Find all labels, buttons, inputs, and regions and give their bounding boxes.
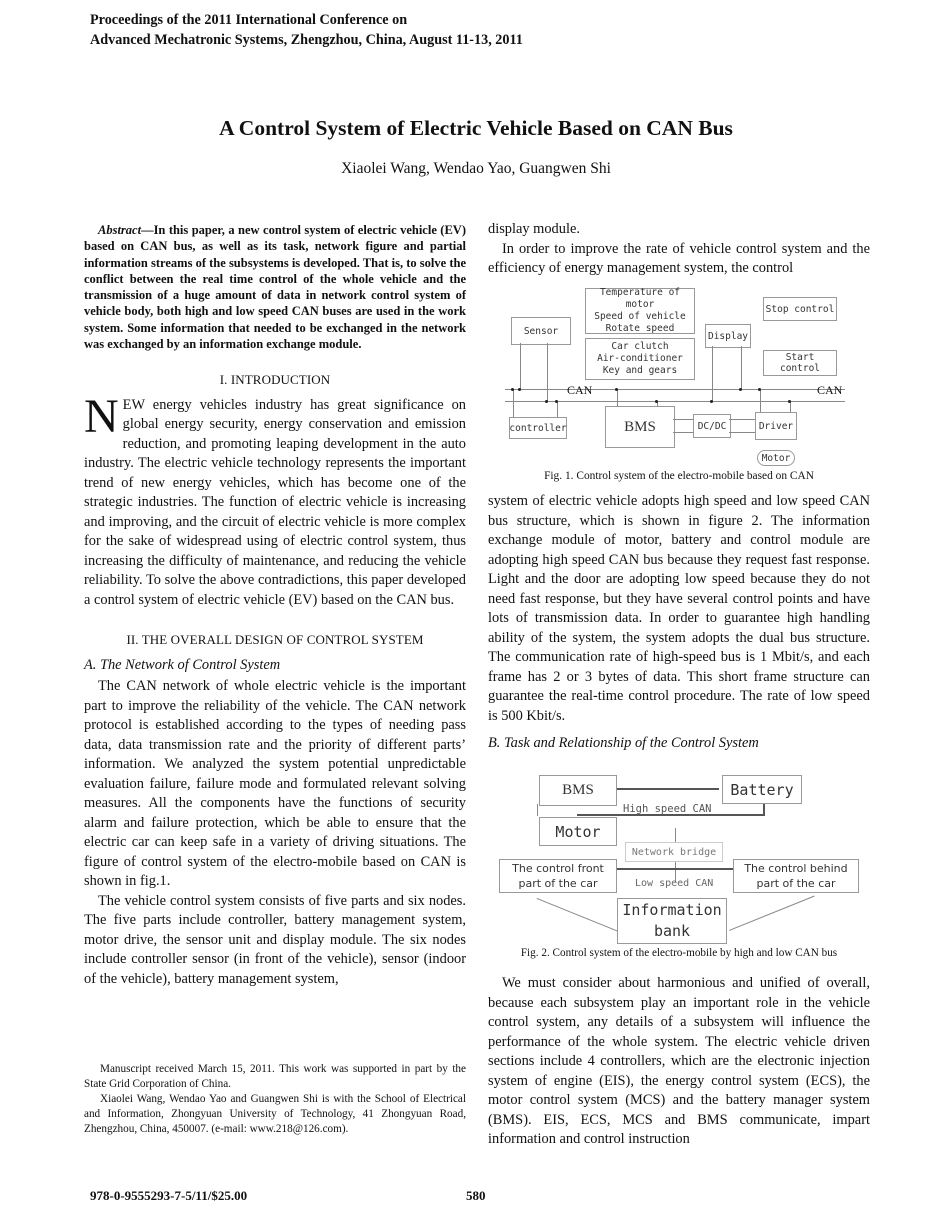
fig2-control-front: The control front part of the car: [499, 859, 617, 893]
fig1-info-box-1: [585, 288, 695, 334]
fig2-connector: [537, 804, 538, 816]
fig1-junction: [555, 400, 558, 403]
fig1-driver: Driver: [755, 412, 797, 440]
right-continuation: display module.: [488, 221, 580, 237]
fig1-junction: [511, 388, 514, 391]
figure-1: [505, 285, 850, 470]
subsection-b-heading: B. Task and Relationship of the Control System: [488, 735, 759, 751]
fig1-info1-line: Speed of vehicle: [594, 311, 686, 322]
left-column: [84, 222, 466, 989]
fig1-junction: [758, 388, 761, 391]
fig1-display: Display: [705, 324, 751, 348]
fig1-connector: [712, 346, 713, 401]
fig1-connector: [673, 419, 693, 420]
fig1-connector: [547, 343, 548, 401]
fig2-connector: [615, 868, 735, 870]
fig1-connector: [673, 432, 693, 433]
fig1-connector: [513, 389, 514, 417]
fig1-info1-line: Temperature of motor: [599, 287, 681, 310]
fig1-start-control: Start control: [763, 350, 837, 376]
figure-2: [497, 772, 862, 947]
header-line-1: Proceedings of the 2011 International Conference on: [90, 12, 408, 28]
fig1-junction: [710, 400, 713, 403]
right-column-top: [488, 220, 870, 279]
fig2-connector: [729, 896, 815, 931]
fig1-caption: Fig. 1. Control system of the electro-mobile based on CAN: [544, 470, 814, 482]
header-line-2: Advanced Mechatronic Systems, Zhengzhou, China, August 11-13, 2011: [90, 32, 523, 48]
right-paragraph-1: In order to improve the rate of vehicle control system and the efficiency of energy management system, the control: [488, 240, 870, 276]
fig2-network-bridge: Network bridge: [625, 842, 723, 862]
paragraph-a1: The CAN network of whole electric vehicle is the important part to improve the reliability of the vehicle. The CAN network protocol is established according to the types of needing pass data, data transmission rate and the priority of different parts’ information. We analyzed the system potential unpredictable evaluation failure, failure mode and formulated relevant solving measures. All the components have the functions of security alarm and failure protection, which be able to ensure that the electric car can keep safe in a variety of driving situations. The figure of control system of the electro-mobile based on CAN is shown in fig.1.: [84, 678, 466, 890]
fig1-stop-control: Stop control: [763, 297, 837, 321]
fig2-connector: [763, 802, 765, 816]
subsection-a-heading: A. The Network of Control System: [84, 656, 281, 673]
fig1-junction: [655, 400, 658, 403]
fig1-can-label-left: CAN: [567, 383, 593, 397]
fig1-info-box-2: [585, 338, 695, 380]
drop-cap: N: [84, 389, 119, 443]
abstract: [84, 222, 466, 352]
intro-text: EW energy vehicles industry has great significance on global energy security, energy conservation and emission reduction, and promoting leaping development in the auto industry. The electric vehicle technology represents the important trend of new energy vehicles, which has become one of the strategic industries. The function of electric vehicle is increasing and improving, and the circuit of electric vehicle is more complex for the sake of widespread using of electric control system, thus increasing the difficulty of maintenance, and reducing the vehicle reliability. To solve the above contradictions, this paper developed a control system of electric vehicle (EV) based on the CAN bus.: [84, 396, 466, 608]
intro-heading: I. INTRODUCTION: [219, 372, 331, 388]
fig1-connector: [557, 401, 558, 417]
fig2-connector: [537, 898, 621, 933]
fig2-high-speed-can-label: High speed CAN: [623, 803, 712, 815]
fig1-info2-line: Key and gears: [602, 365, 678, 376]
footnote-affiliation: Xiaolei Wang, Wendao Yao and Guangwen Shi is with the School of Electrical and Information, Zhongyuan University of Technology, 41 Zhongyuan Road, Zhengzhou, China, 450007. (e-mail: www.218@126.com).: [84, 1093, 466, 1135]
proceedings-header: [90, 10, 523, 50]
fig1-info2-line: Air-conditioner: [597, 353, 683, 364]
fig2-bms: BMS: [539, 775, 617, 806]
fig1-junction: [788, 400, 791, 403]
intro-paragraph: [84, 389, 466, 611]
fig1-can-bus-upper: [505, 389, 845, 390]
fig1-info1-line: Rotate speed: [605, 323, 675, 334]
fig1-junction: [615, 388, 618, 391]
paragraph-a2: The vehicle control system consists of five parts and six nodes. The five parts include controller, battery management system, motor drive, the sensor unit and display module. The six nodes include controller sensor (in front of the vehicle), sensor (indoor of the vehicle), battery management system,: [84, 892, 466, 987]
design-heading: II. THE OVERALL DESIGN OF CONTROL SYSTEM: [126, 632, 424, 648]
fig1-junction: [739, 388, 742, 391]
page-number: 580: [466, 1188, 486, 1203]
fig1-connector: [760, 389, 761, 412]
footnote: [84, 1062, 466, 1137]
fig2-information-bank: Information bank: [617, 898, 727, 944]
fig1-junction: [545, 400, 548, 403]
fig1-info2-line: Car clutch: [611, 341, 669, 352]
fig1-connector: [729, 419, 755, 420]
right-column-middle: [488, 492, 870, 756]
fig1-junction: [518, 388, 521, 391]
fig1-dcdc: DC/DC: [693, 414, 731, 438]
abstract-label: Abstract: [98, 223, 142, 237]
fig1-connector: [617, 389, 618, 406]
right-paragraph-3: We must consider about harmonious and unified of overall, because each subsystem play an important role in the vehicle control system, any details of a subsystem will influence the performance of the whole system. The electric vehicle driven sections include 4 controllers, which are the electronic injection system of engine (EIS), the energy control system (ECS), the motor control system (MCS) and the battery manager system (BMS). EIS, ECS, MCS and BMS communicate, impart information and control instruction: [488, 975, 870, 1147]
fig2-control-behind: The control behind part of the car: [733, 859, 859, 893]
fig1-motor: Motor: [757, 450, 795, 466]
fig1-connector: [741, 346, 742, 389]
fig1-connector: [729, 432, 755, 433]
fig1-sensor: Sensor: [511, 317, 571, 345]
right-paragraph-2: system of electric vehicle adopts high speed and low speed CAN bus structure, which is shown in figure 2. The information exchange module of motor, battery and control module are adopting high speed CAN bus because they request fast response. Light and the door are adopting low speed because they do not need fast response, but they have several control points and have lots of transmission data. In order to guarantee high handling ability of the system, the system adopts the dual bus structure. The communication rate of high-speed bus is 1 Mbit/s, and each frame has 2 or 3 bytes of data. This short frame structure can guarantee the real-time control procedure. The rate of low speed is 500 Kbit/s.: [488, 493, 870, 724]
fig1-connector: [520, 343, 521, 389]
fig1-bms: BMS: [605, 406, 675, 448]
paper-title: A Control System of Electric Vehicle Based on CAN Bus: [219, 116, 733, 140]
right-column-bottom: [488, 974, 870, 1150]
authors: Xiaolei Wang, Wendao Yao, Guangwen Shi: [341, 160, 611, 177]
isbn-footer: 978-0-9555293-7-5/11/$25.00: [90, 1188, 248, 1203]
fig2-caption: Fig. 2. Control system of the electro-mobile by high and low CAN bus: [520, 947, 838, 959]
abstract-text: —In this paper, a new control system of electric vehicle (EV) based on CAN bus, as well as its task, network figure and partial information streams of the subsystems is developed. That is, to solve the conflict between the real time control of the whole vehicle and the transmission of a huge amount of data in network control system of vehicle body, both high and low speed CAN buses are used in the work system. Some information that needed to be exchanged in the network was exchanged by an information exchange module.: [84, 223, 466, 352]
fig2-motor: Motor: [539, 817, 617, 846]
fig2-low-speed-can-label: Low speed CAN: [635, 878, 714, 889]
fig1-can-label-right: CAN: [817, 383, 843, 397]
footnote-manuscript: Manuscript received March 15, 2011. This work was supported in part by the State Grid Corporation of China.: [84, 1063, 466, 1090]
fig1-controller: controller: [509, 417, 567, 439]
fig2-battery: Battery: [722, 775, 802, 804]
